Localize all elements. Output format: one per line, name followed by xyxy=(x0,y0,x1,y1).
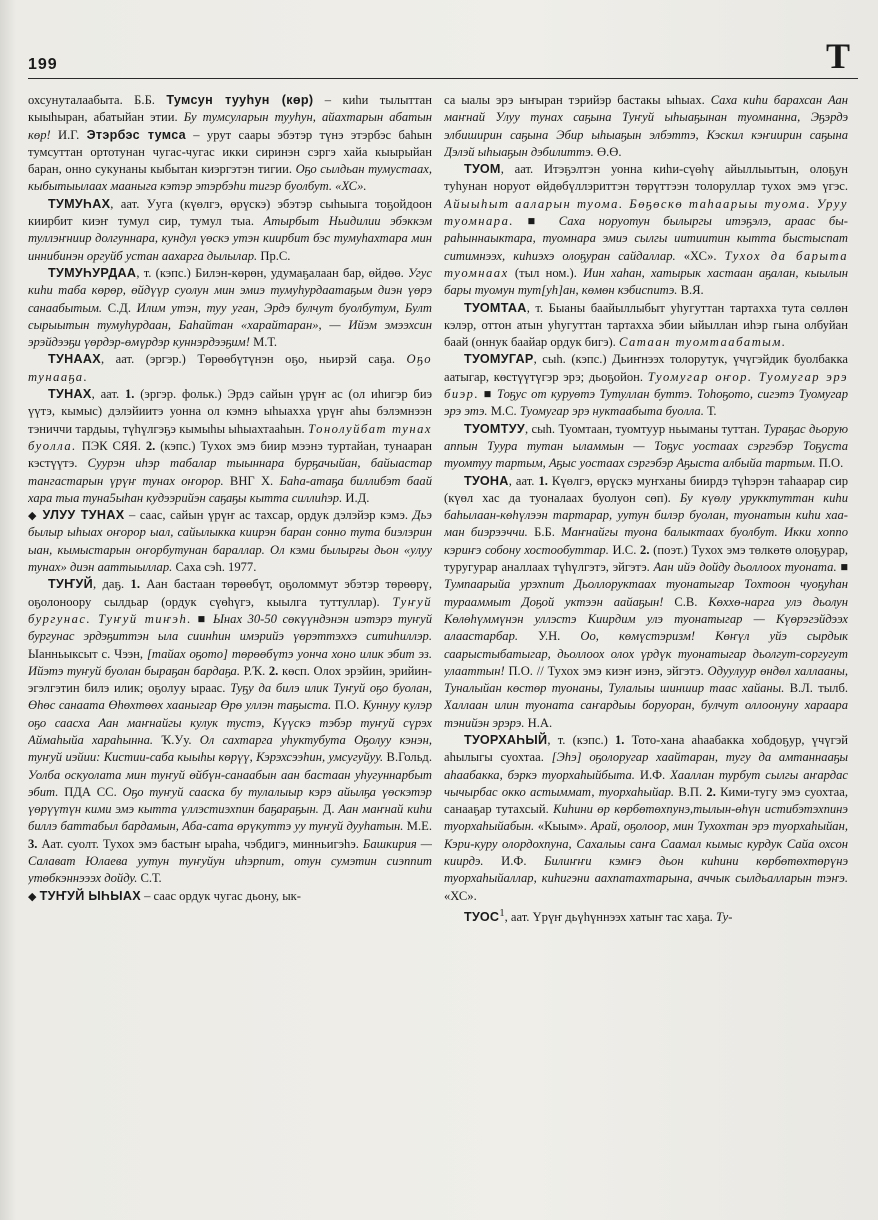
headword: ТУНААХ xyxy=(48,352,102,367)
headword: ТУҤУЙ xyxy=(48,577,93,592)
headword: ТУОМТАА xyxy=(464,300,527,315)
entry-tuomtaa: ТУОМТАА, т. Быаны баайыллыбыт уһугуттан тартахха тута сөллөн кэлэр, оттон атын уһугуттан тартахха эбии ыйыллан иһэр гына олбуйан баай (оннук баайар ордук бигэ). Сатаан туомтаабатым. xyxy=(444,300,848,350)
left-column xyxy=(28,92,432,1202)
text-columns xyxy=(28,92,848,1202)
headword: ТУНАХ xyxy=(48,387,92,402)
header-rule xyxy=(28,78,858,79)
diamond-icon: ◆ xyxy=(28,509,38,523)
entry-tuona: ТУОНА, аат. 1. Күөлгэ, өрүскэ муҥханы бииpдэ түһэрэн таһаарар сир (күөл хас да туоналаах буолуон сөп). Бу күөлу урукктуттан киһи баһылаан-көһүлээн тартарар, уутун билэр буолан, туонатын киһи хааман биэрээччи. Б.Б. Маҥнайгы туона балыктаах буолбут. Икки хоппо кэриҥэ собону хостообуттар. И.С. 2. (поэт.) Тухох эмэ төлкөтө олоҕурар, туругурар аналлаах түһүлгэтэ, эйгэтэ. Аан ийэ дойду дьоллоох туоната. ■ Тумпаарыйа урэхпит Дьоллоруктаах туонатыгар Тохтоон чуоҕуһан турааммыт Доҕой уктээн аайаҕын! С.В. Көххө-нарга улэ дьолун Көлөһүммүнэн уллэстэ Кииpдим улэ туонатыгар — Күөрэгэйдээх алаастарбар. У.Н. Оо, көмүстэризм! Көҥүл уйэ сырдык сааpыстыбатыгар, дьоллоох олох үрдүк туонатыгар дьолгут-соргугут улааттын! П.О. // Тухох эмэ киэҥ иэнэ, эйгэтэ. Одуулуур өндөл халлааны, Туналыйан көстөр туонаны, Тулалыы шиншир таас хайаны. В.Л. тылб. Халлаан илин туоната саҥардыы боруоран, булчут оллоонуну харaара тэнийэн эрэрэ. Н.А. xyxy=(444,473,848,730)
entry-continuation: охсунуталаабыта. Б.Б. Тумсун тууһун (көр) – киһи тылыттан кыыһыран, абатыйан этии. Бу тумсуларын тууһун, айахтарын абатын көр! И.Г. Этэрбэс тумса – урут саары эбэтэр түнэ этэрбэс баһын тумсуттан ортотунан чугас-чугас икки сиринэн сэргэ хайа кыырыйан баран, онно сукунаны кыбытан киэргэтэн тигии. Оҕо сылдьан тумустаах, кыбытыылаах мааныга кэтэр этэрбэһи тигэр буолбут. «ХС». xyxy=(28,93,432,194)
entry-tumuhurdaa: ТУМУҺУРДАА, т. (кэпс.) Билэн-көрөн, удумаҕалаан бар, өйдөө. Угус киһи таба көрөр, өйдүүр суолун мин эмиэ тумуһурдаатаҕым диэн үөрэ санаабытым. С.Д. Илим утэн, туу уган, Эрдэ булчут буолбутум, Булт сырыытын тумуһурдаан, Баһайтан «харайтаран», — Ийэм эмээхсин эрэйдээҕи үөрдэр-өмүрдэр куннэрдээҕим! М.Т. xyxy=(28,265,432,350)
headword: ТУОНА xyxy=(464,473,509,488)
diamond-icon: ◆ xyxy=(28,889,37,903)
entry-tuos: ТУОС$^1$, аат. Үрүҥ дьүһүннээх хатыҥ тас хаҕа. Ту- xyxy=(464,907,733,925)
headword: ТУҤУЙ ЫҺЫАХ xyxy=(39,888,141,903)
headword: ТУОМТУУ xyxy=(464,421,525,436)
headword: УЛУУ ТУНАХ xyxy=(42,508,125,523)
right-column xyxy=(444,92,848,1202)
entry-tuomtuu: ТУОМТУУ, сыһ. Туомтаан, туомтуур ньыманы туттан. Тураҕас дьорую аппын Туура тутан ыламмын — Тоҕус уостаах сэргэбэр Тоҕуста туомтуу тартым, Аҕыс уостаах сэргэбэр Аҕыста албыйа тартым. П.О. xyxy=(444,421,848,471)
entry-tumuhax: ТУМУҺАХ, аат. Ууга (күөлгэ, өрүскэ) эбэтэр сыһыыга тоҕойдоон киирбит киэҥ тумул сир, тумул тыа. Атырбыт Ньидилии эбэккэм туллэҥнииp долгуннара, кундул үөскэ утэн киирбит бэс тумуһахтара мин иннибинэн оргуйб устан аахарга дылылар. Пр.С. xyxy=(28,196,432,263)
entry-tunuj-yhyax: ◆ ТУҤУЙ ЫҺЫАХ – саас ордук чугас дьону, ык- xyxy=(28,888,301,903)
page-number: 199 xyxy=(28,56,58,73)
headword: ТУОС xyxy=(464,910,500,925)
entry-tuom: ТУОМ, аат. Итэҕэлтэн уонна киһи-сүөһү айыллыытын, олоҕун туһунан норуот өйдөбүллэриттэн төрүттээн толоруллар тухох эмэ үгэс. Айыыһыт ааларын туома. Бөҕөскө таһаарыы туома. Уруу туомнара. ■ Саха норуотун былыргы итэҕэлэ, араас быраһыннаыктара, туомнара эмиэ сылгы иитиитин кытта быстыспат ситимнээх, киһиэхэ олоҕуран сайдаллар. «ХС». Тухох да барыта туомнаах (тыл ном.). Иин хаһан, хатырык хастаан аҕалан, кыылын бары туомун тут[уһ]ан, көмөн кэбиспитэ. В.Я. xyxy=(444,162,848,298)
headword: ТУМУҺАХ xyxy=(48,196,111,211)
entry-tunax: ТУНАХ, аат. 1. (эргэр. фольк.) Эрдэ сайын үрүҥ ас (ол иһигэр биэ үүтэ, кымыс) дэлэйиитэ уонна ол кэмнэ ыһыахха үрүҥ аһы бэлэмнээн тэниччи тардыы, түһүлгэҕэ кымыһы ыһыахтааһын. Тонолуйбат тунах буолла. ПЭК СЯЯ. 2. (кэпс.) Тухох эмэ биир мээнэ туртайан, тунааран кэстүүтэ. Суурэн иһэр табалар тыыннара бурҕачыйан, байыастар тангастарын үрүҥ тунах оҥорор. ВНГ X. Баһа-атаҕа биллибэт баай хара тыа туна5ыһан кудээрийэн саҕаҕы кытта силлиһэр. И.Д. xyxy=(28,387,432,505)
headword: ТУОМ xyxy=(464,162,501,177)
entry-continuation: са ыалы эрэ ыҥыран тэрийэр бастакы ыһыах. Саха киһи барахсан Аан маҥнай Улуу тунах саҕына Туҥуй ыһыаҕынан туомнанна, Эҕэрдэ элбиширин саҕына Эбир ыһыаҕын элбэттэ, Кэскил кэҥиирин саҕына Дэлэй ыһыаҕын дэбилиттэ. Ө.Ө. xyxy=(444,93,848,159)
entry-tunaax: ТУНААХ, аат. (эргэр.) Төрөөбүтүнэн оҕо, ньирэй саҕа. Оҕо тунааҕа. xyxy=(28,352,432,384)
headword: ТУМУҺУРДАА xyxy=(48,265,137,280)
section-letter: Т xyxy=(825,36,850,76)
entry-tuorxahyj: ТУОРХАҺЫЙ, т. (кэпс.) 1. Тото-хана аһаабакка хобдоҕур, үчүгэй аһылыгы суохтаа. [Эһэ] оҕолоругар хаайтаран, тугу да амтаннааҕы аһаабакка, бэркэ туорхаһыйбыта. И.Ф. Хааллан турбут сылгы аҥардас чычырбас окко астыммат, туорхаһыйар. В.П. 2. Кими-тугу эмэ суохтаа, санааҕар тутахсый. Киһини өр көрбөтөхпунэ,тылын-өһүн истибэтэхпинэ туорхаһыйабын. «Кыым». Арай, оҕолоор, мин Тухохтан эрэ туорхаһыйан, Кэри-куру олордохпуна, Сахалыы саҥа Саамал кымыс курдук Сайа охсон киирдэ. И.Ф. Билиҥҥи кэмҥэ дьон киһини көрбөтөхтөрүнэ туорхаһыйаллар, киһигэни аахпатахтарына, аччык сылдьалларын тэҥэ. «ХС». xyxy=(444,732,848,903)
entry-tuomugar: ТУОМУГАР, сыһ. (кэпс.) Дьиҥнээх толорутук, үчүгэйдик буолбакка аатыгар, көстүүтүгэр эрэ; дьоҕойон. Туомугар оҥор. Туомугар эрэ биэр. ■ Тоҕус от куруөтэ Тутуллан буттэ. Тоһоҕото, сигэтэ Туомугар эрэ этэ. М.С. Туомугар эрэ нуктаабыта буолла. Т. xyxy=(444,352,848,419)
entry-uluu-tunax: ◆ УЛУУ ТУНАХ – саас, сайын үрүҥ ас тахсар, ордук дэлэйэр кэмэ. Дьэ былыр ыһыах оҥорор ыал, сайылыкка киирэн баран сонно тута биэлэрин ыан, кымыстарын оҥорбутунан бараллар. Ол кэми былырғы дьон «улуу тунах» диэн ааттыыллар. Саха сэһ. 1977. xyxy=(28,508,432,575)
headword: ТУОМУГАР xyxy=(464,352,534,367)
entry-tunuj: ТУҤУЙ, даҕ. 1. Аан бастаан төрөөбүт, оҕоломмут эбэтэр төрөөрү, оҕолоноору сылдьар (ордук сүөһүгэ, кыылга туттуллар). Туҥуй бургунас. Туҥуй тиҥэһ. ■ Ынах 30-50 сөкүүндэнэн иэтэрэ туҥуй бургунас эрдэҕиттэн ыла сиинһин имэрийэ үөрэттэххэ ситиһиллэр. Ыанньыксыт с. Чээн, [тайах оҕото] төрөөбүтэ уонча хоно илик эбит эз. Ийэтэ туҥуй буолан быраҕан бардаҕа. Р.Ҡ. 2. көсп. Олох эрэйин, эрийин-эгэлгэтин билэ илик; оҕолуу ыраас. Туҕу да билэ илик Туҥуй оҕо буолан, Өһөс санаата Өһөхтөөх хааныгар Өрө уллэн таҕыста. П.О. Куннуу кулэр оҕо саасхa Аан маҥнайгы кулук тустэ, Күүскэ тэбэр туҥуй сүрэх Аймаһыйа хараһынна. Ҡ.Уу. Ол сахтарга уһуктубута Оҕолуу кэнэн, туҥуй иэйии: Кистии-саба кыыһы көрүү, Кэрэхсээһин, умсугуйуу. В.Гольд. Уолба оскуолата мин туҥуй өйбүн-санаабын аан бастаан уһугуннарбыт эбит. ПДА СС. Оҕо туҥуй сааскa бу тулалыыр кэрэ айылҕа үөскэтэр үөрүүтүн кими эмэ кытта үллэстиэхпин баҕараҕын. Д. Аан маҥнай киһи биллэ баттабыл бардамын, Аба-сата өрүкуттэ уу туҥуй дууһатын. М.Е. 3. Аат. суолт. Тухох эмэ бастыҥ ыраһа, чэбдигэ, минньигэһэ. Башкирия — Салават Юлаева уутун туҥуйун иһэрпит, отун сумэтин сиэппит утөбкэннэээх дойду. С.Т. xyxy=(28,577,432,886)
headword: ТУОРХАҺЫЙ xyxy=(464,732,548,747)
